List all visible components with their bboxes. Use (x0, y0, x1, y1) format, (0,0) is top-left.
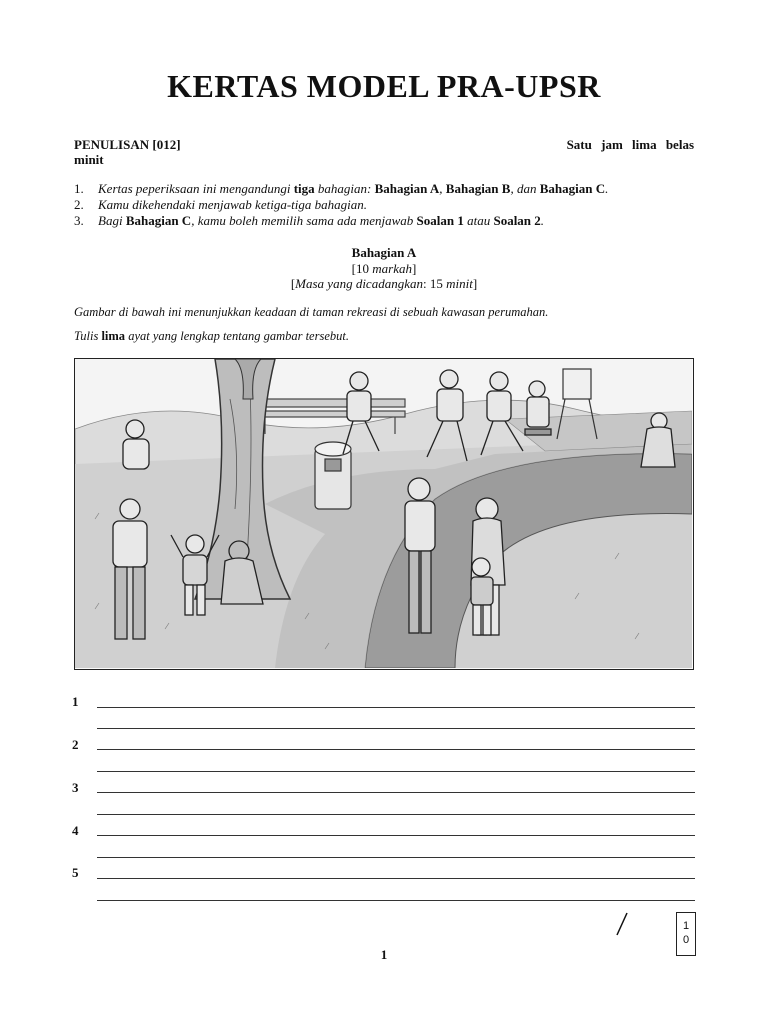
answer-line[interactable] (97, 707, 695, 708)
answer-number-5: 5 (72, 865, 79, 880)
section-time: [Masa yang dicadangkan: 15 minit] (290, 276, 478, 291)
answer-number-4: 4 (72, 823, 79, 838)
instruction-number: 1. (74, 181, 84, 196)
answer-number-1: 1 (72, 694, 79, 709)
answer-line[interactable] (97, 857, 695, 858)
page-number: 1 (380, 947, 388, 962)
instruction-number: 3. (74, 213, 84, 228)
instruction-3: 3. Bagi Bahagian C, kamu boleh memilih sama ada menjawab Soalan 1 atau Soalan 2. (74, 213, 545, 228)
park-scene-illustration (74, 358, 694, 670)
answer-line[interactable] (97, 814, 695, 815)
answer-line[interactable] (97, 771, 695, 772)
paper-duration: Satu jam lima belas (566, 137, 694, 152)
answer-number-2: 2 (72, 737, 79, 752)
answer-line[interactable] (97, 878, 695, 879)
mark-box-top: 1 (682, 920, 690, 932)
question-context: Gambar di bawah ini menunjukkan keadaan di taman rekreasi di sebuah kawasan perumahan. (74, 305, 549, 319)
paper-code: PENULISAN [012] (74, 137, 181, 152)
answer-line[interactable] (97, 900, 695, 901)
mark-slash-icon (615, 912, 629, 936)
paper-title: KERTAS MODEL PRA-UPSR (167, 68, 601, 104)
instruction-2: 2. Kamu dikehendaki menjawab ketiga-tiga bahagian. (74, 197, 367, 212)
instruction-number: 2. (74, 197, 84, 212)
question-instruction: Tulis lima ayat yang lengkap tentang gambar tersebut. (74, 329, 349, 343)
answer-number-3: 3 (72, 780, 79, 795)
answer-line[interactable] (97, 749, 695, 750)
paper-duration-wrap: minit (74, 152, 104, 167)
mark-box-bottom: 0 (682, 934, 690, 946)
section-marks: [10 markah] (351, 261, 417, 276)
section-title: Bahagian A (351, 245, 417, 260)
answer-line[interactable] (97, 792, 695, 793)
answer-line[interactable] (97, 728, 695, 729)
answer-line[interactable] (97, 835, 695, 836)
instruction-1: 1. Kertas peperiksaan ini mengandungi tiga bahagian: Bahagian A, Bahagian B, dan Bahagian C. (74, 181, 609, 196)
